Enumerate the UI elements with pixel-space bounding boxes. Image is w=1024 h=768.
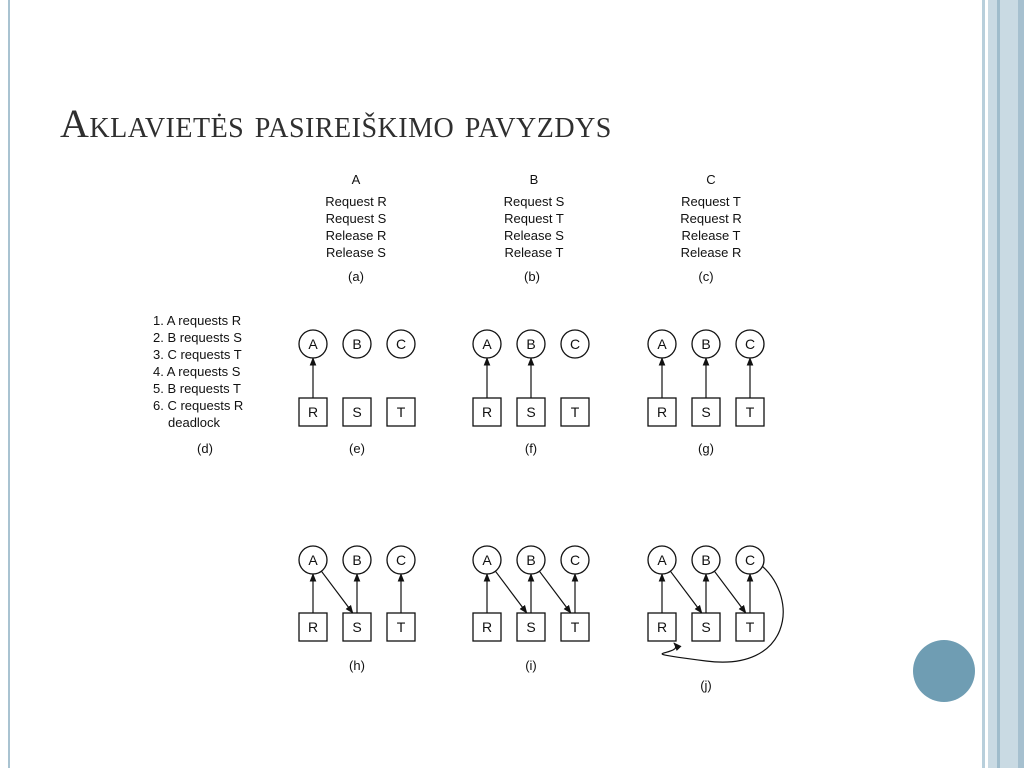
process-label: A bbox=[308, 552, 318, 568]
process-label: C bbox=[744, 336, 756, 352]
request-arrow bbox=[495, 571, 526, 613]
resource-label: S bbox=[352, 619, 362, 635]
resource-graphs bbox=[299, 330, 783, 693]
process-label: C bbox=[569, 336, 581, 352]
resource-graph bbox=[648, 546, 783, 693]
graph-caption: (f) bbox=[524, 441, 538, 456]
caption-d: (d) bbox=[197, 441, 213, 456]
process-label: A bbox=[657, 336, 667, 352]
graph-caption: (i) bbox=[525, 658, 537, 673]
resource-label: S bbox=[352, 404, 362, 420]
process-a-step: Request R bbox=[325, 194, 387, 209]
resource-label: S bbox=[526, 619, 536, 635]
caption-a: (a) bbox=[348, 269, 364, 284]
resource-label: T bbox=[396, 404, 406, 420]
sequence-step: 3. C requests T bbox=[153, 347, 242, 362]
resource-label: T bbox=[745, 404, 755, 420]
request-arrow bbox=[539, 571, 570, 613]
resource-label: R bbox=[481, 619, 493, 635]
process-label: B bbox=[352, 552, 362, 568]
process-c-step: Release T bbox=[681, 228, 741, 243]
process-b-step: Request S bbox=[503, 194, 565, 209]
resource-graph bbox=[473, 546, 589, 673]
process-b-step: Request T bbox=[504, 211, 564, 226]
process-a-step: Release R bbox=[325, 228, 387, 243]
sequence-deadlock: deadlock bbox=[168, 415, 221, 430]
process-a-step: Release S bbox=[326, 245, 386, 260]
process-c-step: Release R bbox=[680, 245, 742, 260]
graph-caption: (j) bbox=[700, 678, 712, 693]
process-label: B bbox=[701, 336, 711, 352]
process-label: C bbox=[744, 552, 756, 568]
process-c-step: Request R bbox=[680, 211, 742, 226]
caption-c: (c) bbox=[698, 269, 714, 284]
resource-graph bbox=[648, 330, 764, 456]
process-a-name: A bbox=[351, 172, 361, 187]
process-a-listing bbox=[325, 172, 386, 284]
resource-label: T bbox=[745, 619, 755, 635]
resource-label: S bbox=[526, 404, 536, 420]
process-c-name: C bbox=[706, 172, 716, 187]
resource-graph bbox=[299, 546, 415, 673]
resource-label: T bbox=[570, 404, 580, 420]
process-label: B bbox=[526, 336, 536, 352]
process-label: B bbox=[701, 552, 711, 568]
resource-label: S bbox=[701, 619, 711, 635]
process-b-step: Release S bbox=[504, 228, 564, 243]
resource-label: S bbox=[701, 404, 711, 420]
request-arrow bbox=[670, 571, 701, 613]
process-label: A bbox=[657, 552, 667, 568]
sequence-step: 5. B requests T bbox=[153, 381, 241, 396]
slide-title: Aklavietės pasireiškimo pavyzdys bbox=[60, 101, 612, 146]
process-c-step: Request T bbox=[681, 194, 741, 209]
resource-graph bbox=[473, 330, 589, 456]
graph-caption: (g) bbox=[698, 441, 714, 456]
sequence-step: 6. C requests R bbox=[153, 398, 244, 413]
process-label: C bbox=[395, 552, 407, 568]
process-a-step: Request S bbox=[325, 211, 387, 226]
request-arrow bbox=[321, 571, 352, 613]
process-label: C bbox=[569, 552, 581, 568]
process-label: B bbox=[352, 336, 362, 352]
sequence-step: 2. B requests S bbox=[153, 330, 242, 345]
resource-label: R bbox=[656, 404, 668, 420]
process-label: A bbox=[482, 336, 492, 352]
process-label: A bbox=[308, 336, 318, 352]
resource-label: R bbox=[307, 404, 319, 420]
process-b-name: B bbox=[529, 172, 539, 187]
process-b-listing bbox=[504, 172, 565, 284]
sequence-step: 1. A requests R bbox=[153, 313, 242, 328]
caption-b: (b) bbox=[524, 269, 540, 284]
process-label: B bbox=[526, 552, 536, 568]
process-label: C bbox=[395, 336, 407, 352]
process-b-step: Release T bbox=[504, 245, 564, 260]
resource-label: R bbox=[656, 619, 668, 635]
request-arrow bbox=[714, 571, 745, 613]
process-label: A bbox=[482, 552, 492, 568]
resource-label: T bbox=[396, 619, 406, 635]
process-c-listing bbox=[680, 172, 741, 284]
resource-label: R bbox=[481, 404, 493, 420]
request-sequence bbox=[153, 313, 243, 456]
deadlock-request-arrow bbox=[662, 566, 783, 662]
resource-label: R bbox=[307, 619, 319, 635]
graph-caption: (e) bbox=[349, 441, 365, 456]
graph-caption: (h) bbox=[349, 658, 365, 673]
resource-label: T bbox=[570, 619, 580, 635]
sequence-step: 4. A requests S bbox=[153, 364, 241, 379]
resource-graph bbox=[299, 330, 415, 456]
